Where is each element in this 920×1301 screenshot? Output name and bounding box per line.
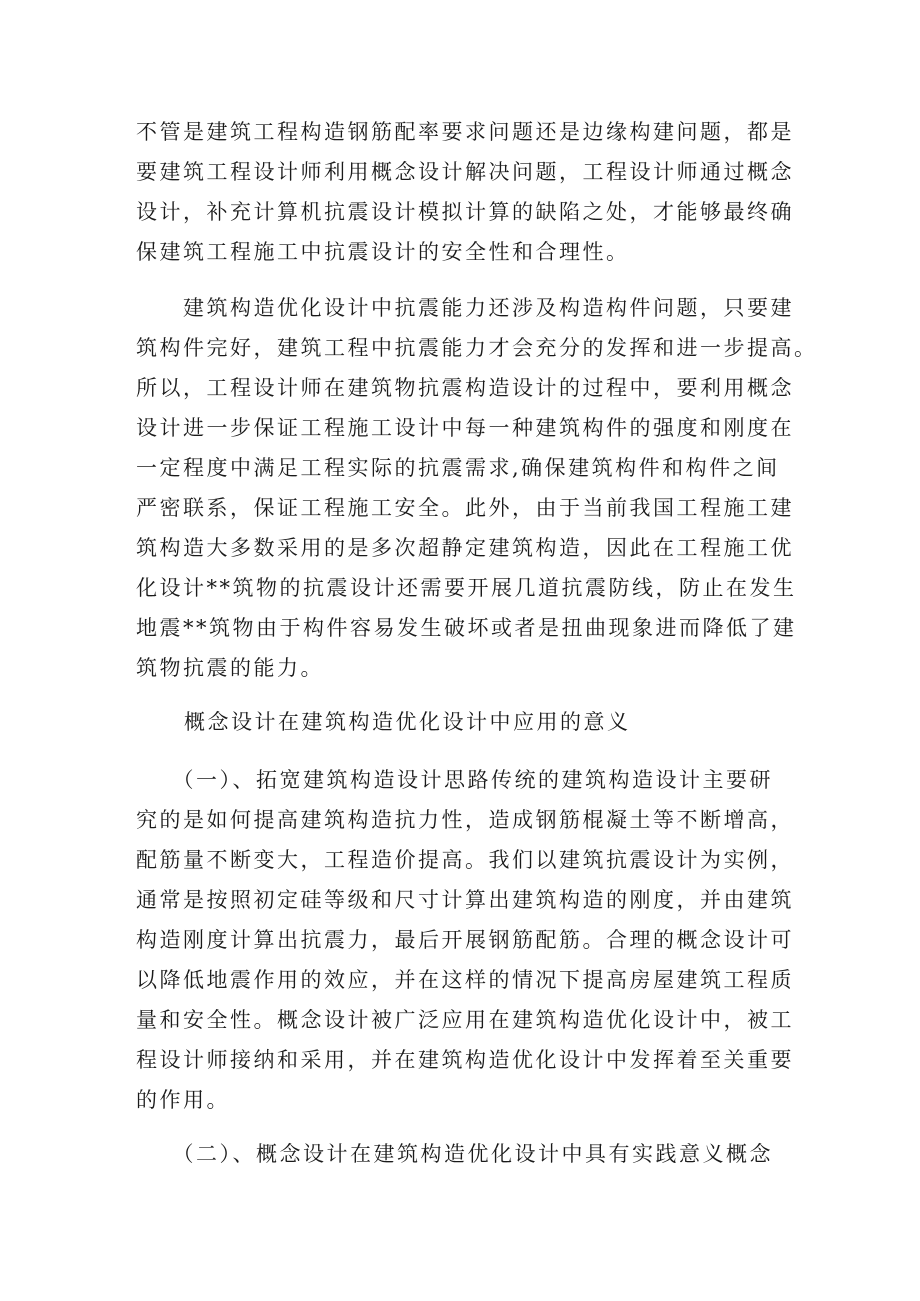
text-line: 究的是如何提高建筑构造抗力性，造成钢筋棍凝土等不断增高， [136, 808, 794, 832]
paragraph-section-one [136, 760, 792, 1120]
paragraph-structural-members [136, 288, 818, 688]
text-line: 一定程度中满足工程实际的抗震需求,确保建筑构件和构件之间 [136, 456, 780, 480]
text-line: 不管是建筑工程构造钢筋配率要求问题还是边缘构建问题，都是 [136, 120, 794, 144]
text-line: 要建筑工程设计师利用概念设计解决问题，工程设计师通过概念 [136, 160, 794, 184]
text-line: 严密联系，保证工程施工安全。此外，由于当前我国工程施工建 [136, 496, 794, 520]
document-page [136, 112, 818, 1188]
text-line: 配筋量不断变大，工程造价提高。我们以建筑抗震设计为实例， [136, 848, 794, 872]
text-line: 通常是按照初定硅等级和尺寸计算出建筑构造的刚度，并由建筑 [136, 888, 794, 912]
text-line: 以降低地震作用的效应，并在这样的情况下提高房屋建筑工程质 [136, 968, 794, 992]
text-line: 设计，补充计算机抗震设计模拟计算的缺陷之处，才能够最终确 [136, 200, 794, 224]
text-line: 筑构造大多数采用的是多次超静定建筑构造，因此在工程施工优 [136, 536, 794, 560]
text-line: 程设计师接纳和采用，并在建筑构造优化设计中发挥着至关重要 [136, 1048, 794, 1072]
text-line: 地震**筑物由于构件容易发生破坏或者是扭曲现象进而降低了建 [136, 616, 797, 640]
text-line: 筑构件完好，建筑工程中抗震能力才会充分的发挥和进一步提高。 [136, 336, 818, 360]
text-line: 保建筑工程施工中抗震设计的安全性和合理性。 [136, 240, 630, 264]
text-line: 建筑构造优化设计中抗震能力还涉及构造构件问题，只要建 [136, 296, 794, 320]
text-line: （一）、拓宽建筑构造设计思路传统的建筑构造设计主要研 [136, 768, 773, 792]
text-line: （二）、概念设计在建筑构造优化设计中具有实践意义概念 [136, 1142, 773, 1166]
text-line: 构造刚度计算出抗震力，最后开展钢筋配筋。合理的概念设计可 [136, 928, 794, 952]
text-line: 所以，工程设计师在建筑物抗震构造设计的过程中，要利用概念 [136, 376, 794, 400]
paragraph-section-two [136, 1134, 792, 1174]
text-line: 的作用。 [136, 1088, 230, 1112]
text-line: 量和安全性。概念设计被广泛应用在建筑构造优化设计中，被工 [136, 1008, 794, 1032]
section-heading: 概念设计在建筑构造优化设计中应用的意义 [184, 710, 631, 734]
paragraph-seismic-safety [136, 112, 792, 272]
text-line: 化设计**筑物的抗震设计还需要开展几道抗震防线，防止在发生 [136, 576, 797, 600]
text-line: 设计进一步保证工程施工设计中每一种建筑构件的强度和刚度在 [136, 416, 794, 440]
text-line: 筑物抗震的能力。 [136, 656, 324, 680]
